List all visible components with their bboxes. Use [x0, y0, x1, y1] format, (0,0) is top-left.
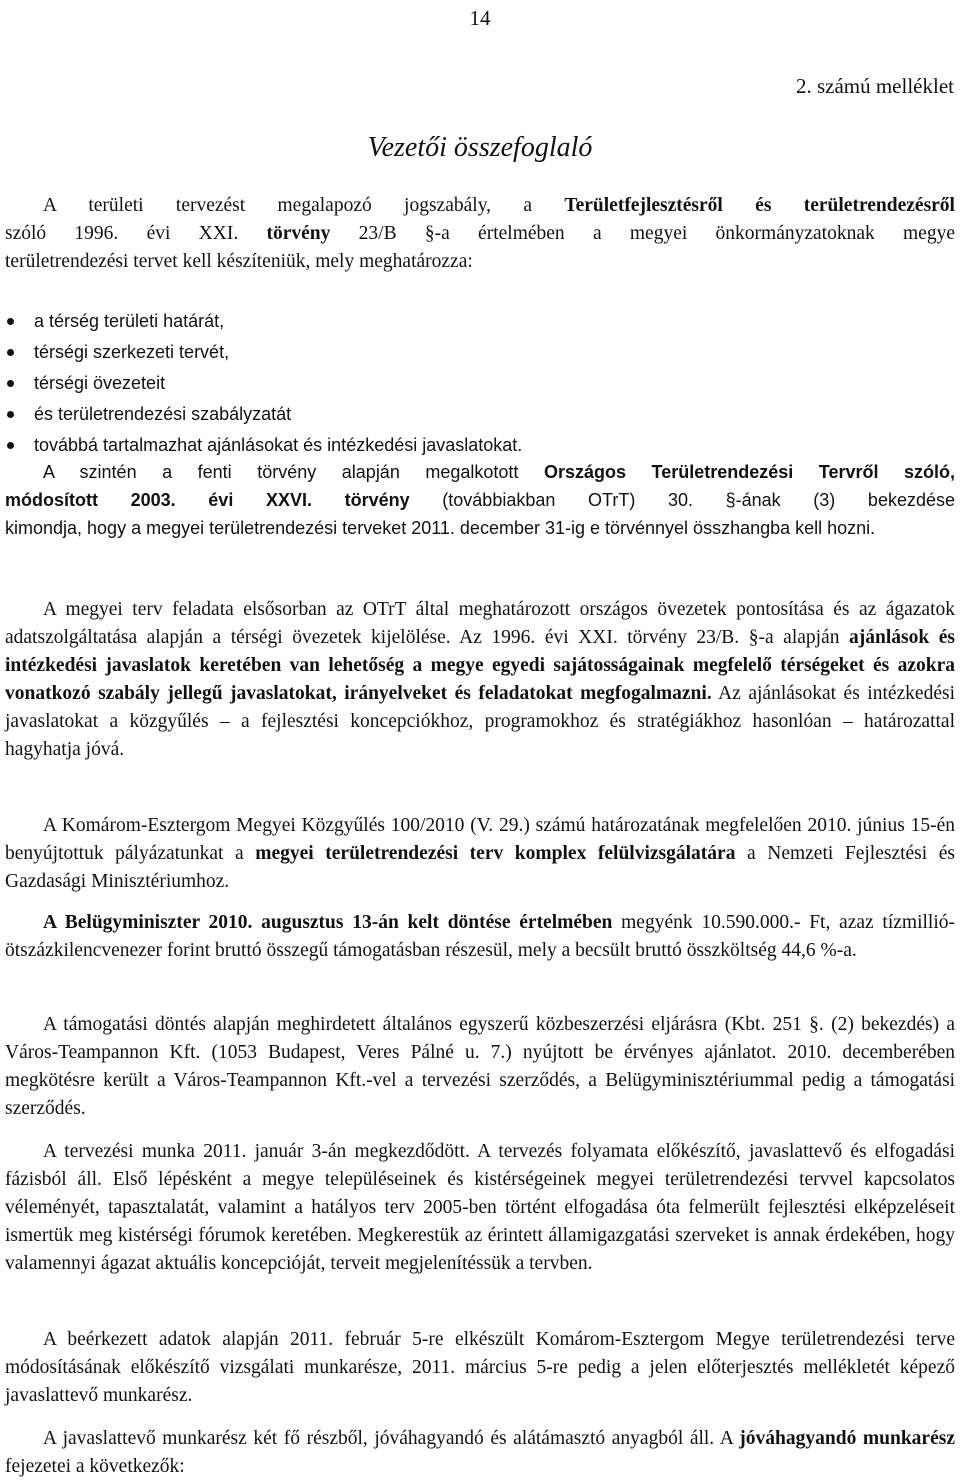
proposal-paragraph: A beérkezett adatok alapján 2011. február 5-re elkészült Komárom-Esztergom Megye területrendezési terve módosításának előkészítő vizsgálati munkarésze, 2011. március 5-re pedig a jelen előterjesztés mellékletét képező javaslattevő munkarész. — [5, 1329, 955, 1406]
annex-label: 2. számú melléklet — [795, 74, 954, 98]
bullet-list — [5, 306, 522, 461]
procurement-paragraph: A támogatási döntés alapján meghirdetett általános egyszerű közbeszerzési eljárásra (Kbt. 251 §. (2) bekezdés) a Város-Teampannon Kft. (1053 Budapest, Veres Pálné u. 7.) nyújtott be érvényes ajánlatot. 2010. decemberében megkötésre került a Város-Teampannon Kft.-vel a tervezési szerződés, a Belügyminisztériummal pedig a támogatási szerződés. — [5, 1014, 955, 1119]
otrt-line-2: módosított 2003. évi XXVI. törvény (továbbiakban OTrT) 30. §-ának (3) bekezdése — [5, 490, 956, 510]
bullet-item: és területrendezési szabályzatát — [5, 399, 522, 430]
proposal-parts-paragraph: A javaslattevő munkarész két fő részből, jóváhagyandó és alátámasztó anyagból áll. A jóváhagyandó munkarész fejezetei a következők: — [5, 1428, 955, 1477]
application-paragraph: A Komárom-Esztergom Megyei Közgyűlés 100/2010 (V. 29.) számú határozatának megfelelően 2010. június 15-én benyújtottuk pályázatunkat a megyei területrendezési terv komplex felülvizsgálatára a Nemzeti Fejlesztési és Gazdasági Minisztériumhoz. — [5, 815, 955, 892]
bullet-item: a térség területi határát, — [5, 306, 522, 337]
intro-line-3: területrendezési tervet kell készíteniük, mely meghatározza: — [5, 251, 473, 272]
otrt-paragraph — [5, 458, 955, 542]
bullet-item: térségi szerkezeti tervét, — [5, 337, 522, 368]
otrt-rest: kimondja, hogy a megyei területrendezési terveket 2011. december 31-ig e törvénnyel összhangba kell hozni. — [5, 518, 876, 538]
task-paragraph: A megyei terv feladata elsősorban az OTrT által meghatározott országos övezetek pontosítása és az ágazatok adatszolgáltatása alapján a térségi övezetek kijelölése. Az 1996. évi XXI. törvény 23/B. §-a alapján ajánlások és intézkedési javaslatok keretében van lehetőség a megye egyedi sajátosságainak megfelelő térségeket és azokra vonatkozó szabály jellegű javaslatokat, irányelveket és feladatokat megfogalmazni. Az ajánlásokat és intézkedési javaslatokat a közgyűlés – a fejlesztési koncepciókhoz, programokhoz és stratégiákhoz hasonlóan – határozattal hagyhatja jóvá. — [5, 599, 955, 760]
bullet-item: továbbá tartalmazhat ajánlásokat és intézkedési javaslatokat. — [5, 430, 522, 461]
intro-paragraph — [5, 192, 955, 276]
page-title: Vezetői összefoglaló — [367, 132, 593, 163]
planning-work-paragraph: A tervezési munka 2011. január 3-án megkezdődött. A tervezés folyamata előkészítő, javaslattevő és elfogadási fázisból áll. Első lépésként a megye településeinek és kistérségeinek megyei területrendezési tervvel kapcsolatos véleményét, tapasztalatát, valamint a hatályos terv 2005-ben történt elfogadása óta felmerült fejlesztési elképzeléseit ismertük meg kistérségi fórumok keretében. Megkerestük az érintett államigazgatási szerveket is annak érdekében, hogy valamennyi ágazat aktuális koncepcióját, terveit megjelenítéssük a tervben. — [5, 1141, 955, 1274]
bullet-item: térségi övezeteit — [5, 368, 522, 399]
page-number: 14 — [469, 6, 491, 30]
grant-paragraph: A Belügyminiszter 2010. augusztus 13-án kelt döntése értelmében megyénk 10.590.000.- Ft, azaz tízmillió-ötszázkilencvenezer forint bruttó összegű támogatásban részesül, mely a becsült bruttó összköltség 44,6 %-a. — [5, 912, 955, 961]
intro-line-2: szóló 1996. évi XXI. törvény 23/B §-a értelmében a megyei önkormányzatoknak megye — [5, 223, 955, 244]
intro-line-1: A területi tervezést megalapozó jogszabály, a Területfejlesztésről és területrendezésről — [43, 195, 955, 216]
otrt-line-1: A szintén a fenti törvény alapján megalkotott Országos Területrendezési Tervről szóló, — [43, 462, 956, 482]
